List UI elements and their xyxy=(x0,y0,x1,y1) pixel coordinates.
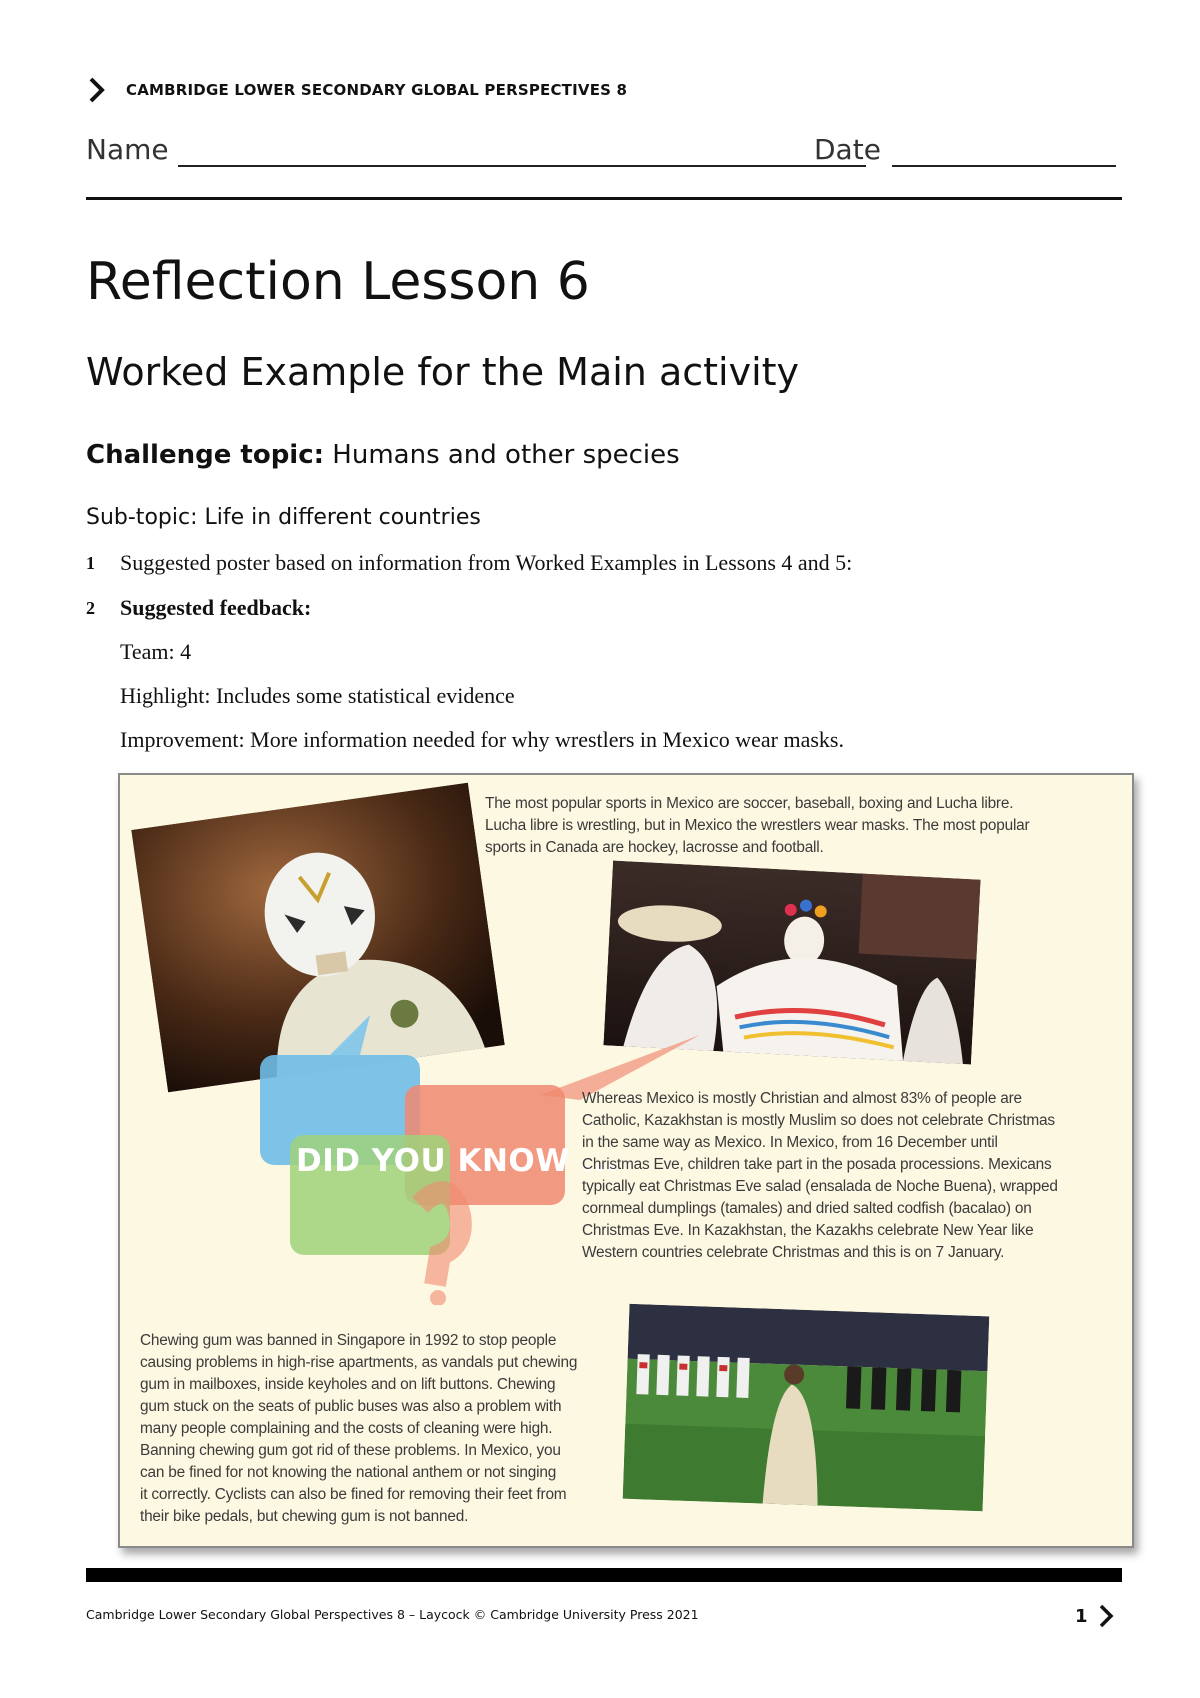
item-number: 2 xyxy=(86,598,95,618)
item-text: Suggested poster based on information from Worked Examples in Lessons 4 and 5: xyxy=(120,550,853,575)
religion-text: Whereas Mexico is mostly Christian and almost 83% of people are Catholic, Kazakhstan is mostly Muslim so does not celebrate Christmas in the same way as Mexico. In Mexico, from 16 December until Christmas Eve, children take part in the posada processions. Mexicans typically eat Christmas Eve salad (ensalada de Noche Buena), wrapped cornmeal dumplings (tamales) and dried salted codfish (bacalao) on Christmas Eve. In Kazakhstan, the Kazakhs celebrate New Year like Western countries celebrate Christmas and this is on 7 January. xyxy=(582,1090,1058,1261)
chewing-gum-text: Chewing gum was banned in Singapore in 1992 to stop people causing problems in high-rise apartments, as vandals put chewing gum in mailboxes, inside keyholes and on lift buttons. Chewing gum stuck on the seats of public buses was also a problem with many people complaining and the costs of cleaning were high. Banning chewing gum got rid of these problems. In Mexico, you can be fined for not knowing the national anthem or not singing it correctly. Cyclists can also be fined for removing their feet from their bike pedals, but chewing gum is not banned. xyxy=(140,1332,578,1525)
footer-text: Cambridge Lower Secondary Global Perspectives 8 – Laycock © Cambridge University Press 2021 xyxy=(86,1607,699,1622)
chevron-right-icon xyxy=(1098,1604,1114,1628)
date-field[interactable] xyxy=(892,165,1116,167)
stadium-photo xyxy=(623,1304,990,1511)
name-date-row xyxy=(86,133,1121,173)
page-title: Reflection Lesson 6 xyxy=(86,252,590,312)
challenge-value: Humans and other species xyxy=(332,440,680,470)
item-text: Suggested feedback: xyxy=(120,595,312,620)
poster xyxy=(118,773,1134,1548)
page-number: 1 xyxy=(1075,1604,1114,1628)
item-number: 1 xyxy=(86,553,95,573)
date-label: Date xyxy=(814,133,881,166)
name-field[interactable] xyxy=(178,165,866,167)
challenge-topic xyxy=(86,440,680,470)
page-subtitle: Worked Example for the Main activity xyxy=(86,350,800,394)
course-title: CAMBRIDGE LOWER SECONDARY GLOBAL PERSPECTIVES 8 xyxy=(126,81,628,99)
footer-bar xyxy=(86,1568,1122,1582)
page-header xyxy=(86,76,627,104)
challenge-label: Challenge topic: xyxy=(86,440,325,470)
sports-text: The most popular sports in Mexico are soccer, baseball, boxing and Lucha libre. Lucha libre is wrestling, but in Mexico the wrestlers wear masks. The most popular sports in Canada are hockey, lacrosse and football. xyxy=(485,795,1030,856)
did-you-know-label: DID YOU KNOW ... xyxy=(296,1143,619,1179)
subtopic: Sub-topic: Life in different countries xyxy=(86,505,481,530)
header-divider xyxy=(86,197,1122,200)
name-label: Name xyxy=(86,133,169,166)
chevron-right-icon xyxy=(86,76,108,104)
